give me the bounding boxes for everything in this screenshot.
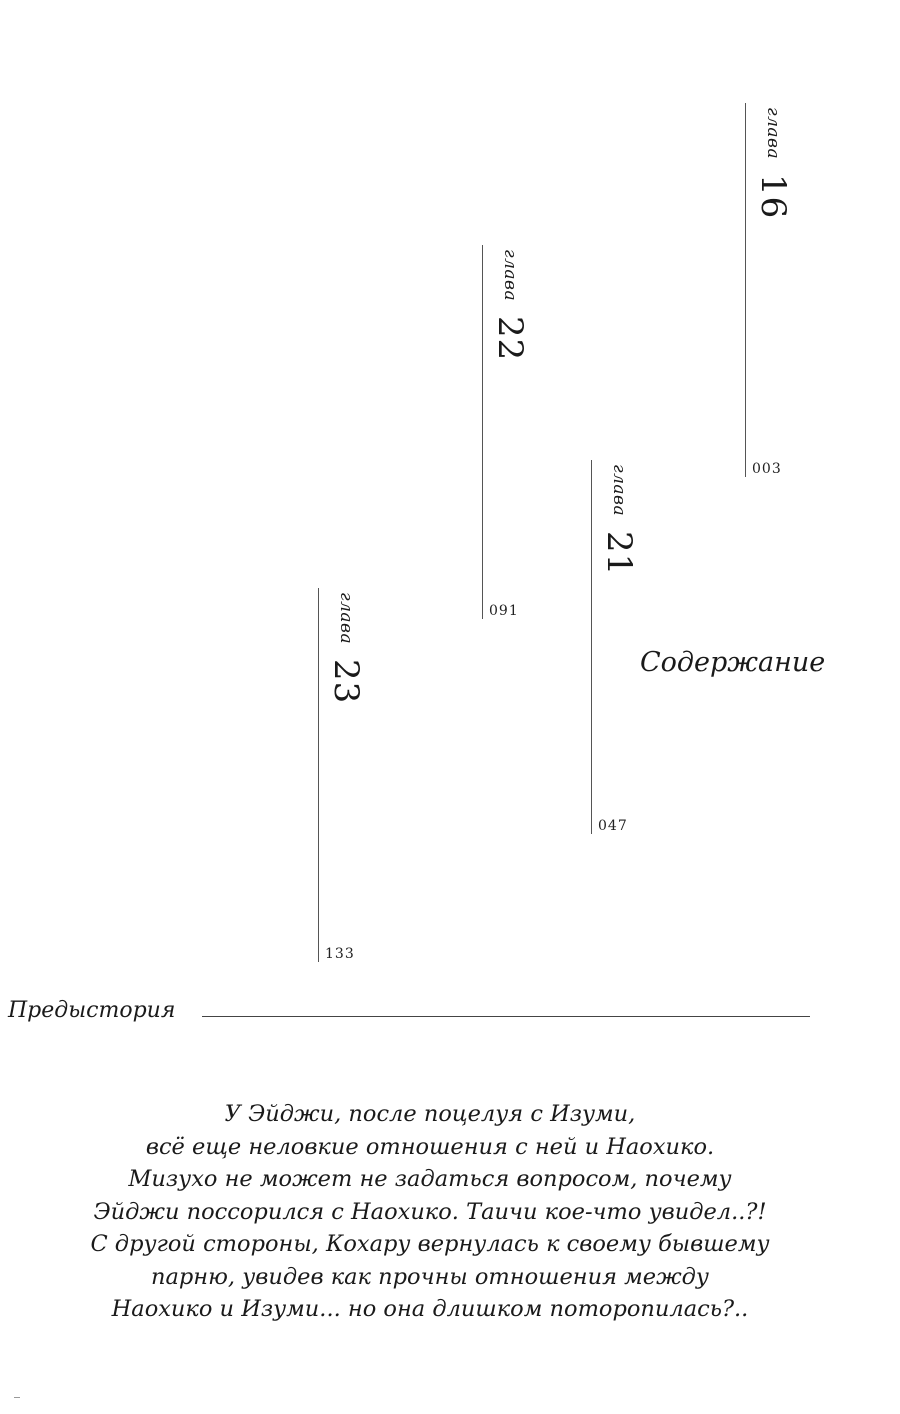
prehistory-rule [202,1016,810,1017]
toc-title: Содержание [640,647,826,678]
chapter-16-word: глава [763,107,783,160]
prehistory-summary [30,1098,830,1326]
summary-line: Эйджи поссорился с Наохико. Таичи кое-что увидел..?! [93,1198,767,1225]
corner-mark [14,1397,20,1398]
chapter-16-entry [745,103,805,477]
chapter-22-page: 091 [489,603,519,619]
chapter-16-rule [745,103,746,477]
chapter-23-rule [318,588,319,962]
chapter-22-word: глава [500,249,520,302]
chapter-22-number: 22 [490,316,530,362]
chapter-16-page: 003 [752,461,782,477]
prehistory-label: Предыстория [8,998,176,1023]
chapter-23-entry [318,588,378,962]
summary-line: всё еще неловкие отношения с ней и Наохико. [145,1133,715,1160]
chapter-16-heading [753,107,793,219]
chapter-21-number: 21 [599,531,639,577]
summary-line: Наохико и Изуми... но она длишком поторопилась?.. [111,1296,749,1322]
chapter-23-word: глава [336,592,356,645]
chapter-23-number: 23 [326,659,366,705]
chapter-21-page: 047 [598,818,628,834]
summary-line: С другой стороны, Кохару вернулась к своему бывшему [90,1231,770,1257]
chapter-21-heading [599,464,639,576]
chapter-23-heading [326,592,366,704]
summary-line: Мизухо не может не задаться вопросом, почему [128,1166,732,1192]
chapter-22-rule [482,245,483,619]
chapter-16-number: 16 [753,174,793,220]
summary-line: У Эйджи, после поцелуя с Изуми, [224,1101,636,1127]
chapter-22-entry [482,245,542,619]
chapter-22-heading [490,249,530,361]
chapter-23-page: 133 [325,946,355,962]
chapter-21-word: глава [609,464,629,517]
chapter-21-rule [591,460,592,834]
summary-line: парню, увидев как прочны отношения между [151,1263,709,1290]
